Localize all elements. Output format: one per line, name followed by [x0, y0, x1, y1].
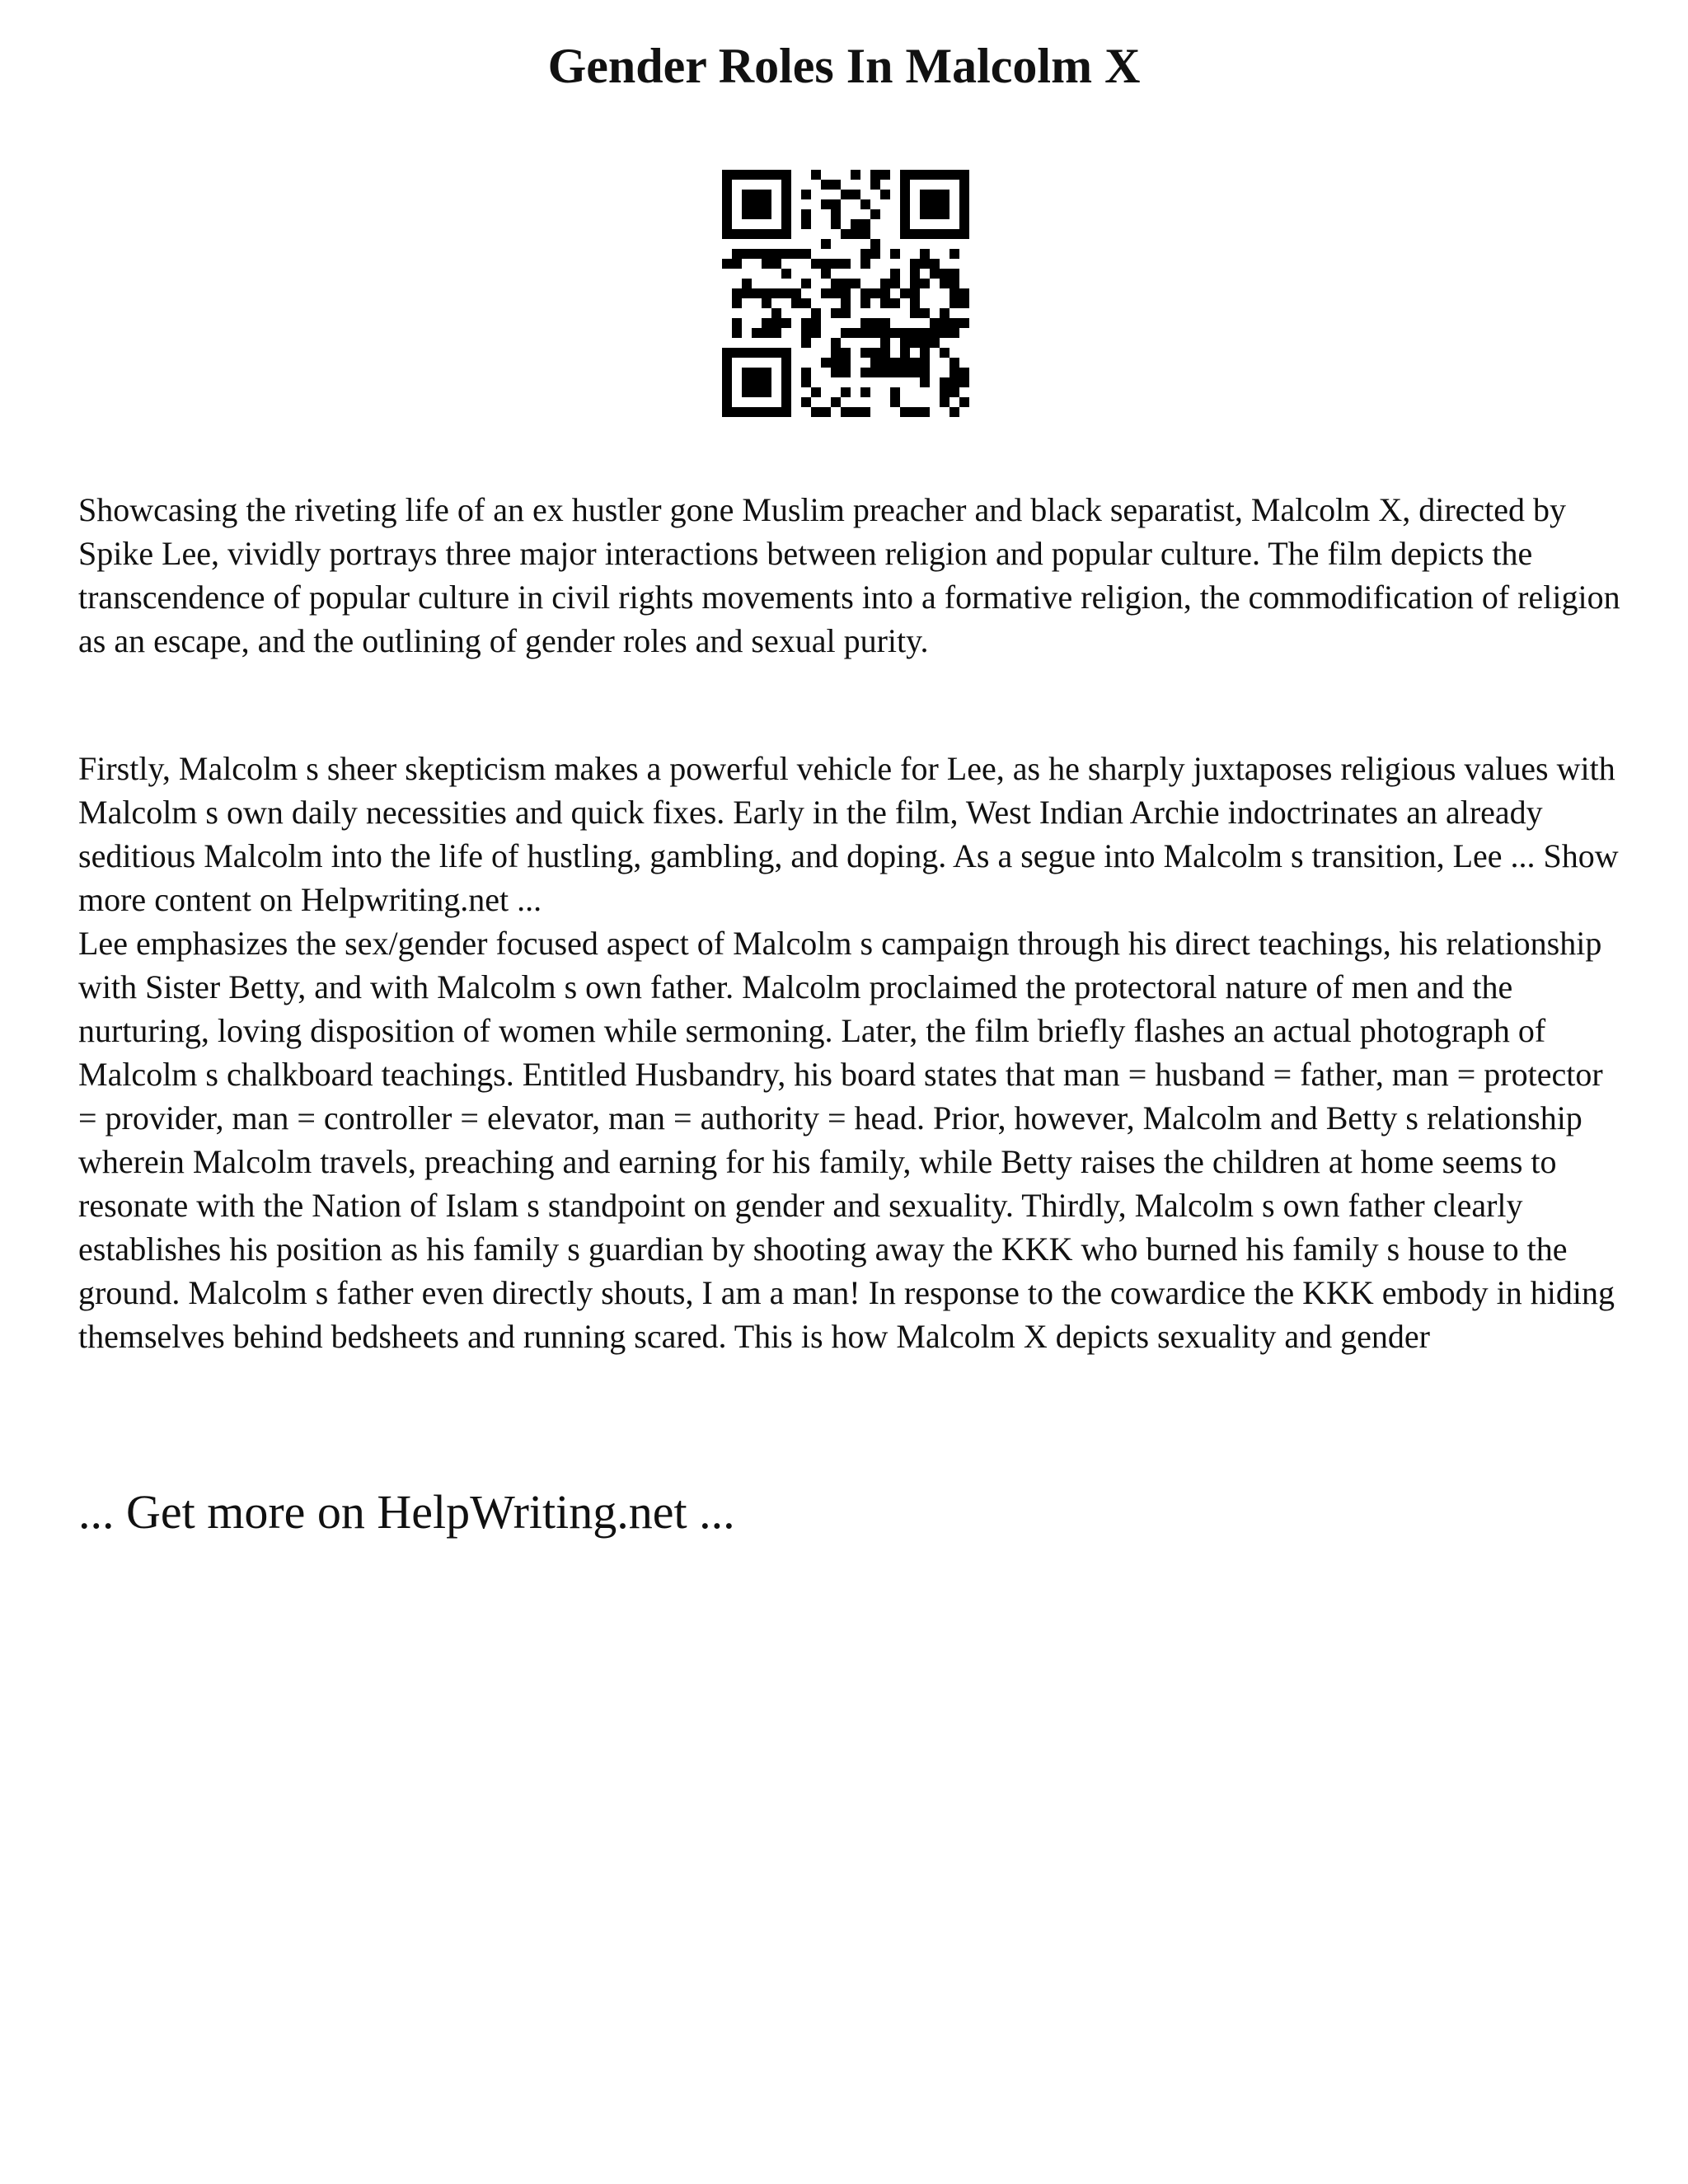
- paragraph-intro: Showcasing the riveting life of an ex hustler gone Muslim preacher and black separatist, Malcolm X, directed by Spike Lee, vividly portrays three major interactions between religion and popular culture. The film depicts the transcendence of popular culture in civil rights movements into a formative religion, the commodification of religion as an escape, and the outlining of gender roles and sexual purity.: [78, 491, 1620, 659]
- paragraph-firstly: Firstly, Malcolm s sheer skepticism makes a powerful vehicle for Lee, as he sharply juxtaposes religious values with Malcolm s own daily necessities and quick fixes. Early in the film, West Indian Archie indoctrinates an already seditious Malcolm into the life of hustling, gambling, and doping. As a segue into Malcolm s transition, Lee ... Show more content on Helpwriting.net ...: [78, 750, 1619, 918]
- qr-code: [722, 170, 969, 417]
- get-more-link[interactable]: ... Get more on HelpWriting.net ...: [78, 1485, 735, 1539]
- paragraph-gender-roles: Lee emphasizes the sex/gender focused aspect of Malcolm s campaign through his direct teachings, his relationship with Sister Betty, and with Malcolm s own father. Malcolm proclaimed the protectoral nature of men and the nurturing, loving disposition of women while sermoning. Later, the film briefly flashes an actual photograph of Malcolm s chalkboard teachings. Entitled Husbandry, his board states that man = husband = father, man = protector = provider, man = controller = elevator, man = authority = head. Prior, however, Malcolm and Betty s relationship wherein Malcolm travels, preaching and earning for his family, while Betty raises the children at home seems to resonate with the Nation of Islam s standpoint on gender and sexuality. Thirdly, Malcolm s own father clearly establishes his position as his family s guardian by shooting away the KKK who burned his family s house to the ground. Malcolm s father even directly shouts, I am a man! In response to the cowardice the KKK embody in hiding themselves behind bedsheets and running scared. This is how Malcolm X depicts sexuality and gender: [78, 925, 1615, 1355]
- page-title: Gender Roles In Malcolm X: [547, 39, 1141, 93]
